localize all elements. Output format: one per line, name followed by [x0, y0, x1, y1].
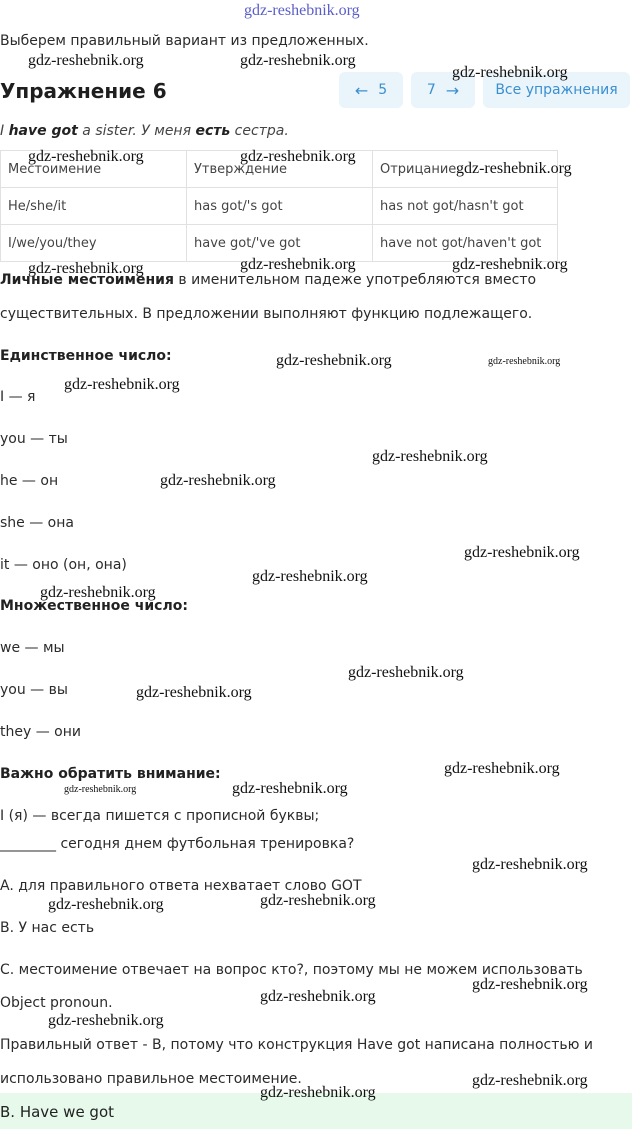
watermark: gdz-reshebnik.org — [40, 584, 156, 601]
watermark: gdz-reshebnik.org — [28, 260, 144, 277]
table-cell: have got/'ve got — [187, 225, 373, 262]
note-text: I (я) — всегда пишется с прописной буквы; — [0, 808, 320, 824]
watermark: gdz-reshebnik.org — [260, 988, 376, 1005]
option-c: C. местоимение отвечает на вопрос кто?, поэтому мы не можем использовать — [0, 962, 583, 978]
pronouns-bold: Личные местоимения — [0, 272, 174, 288]
watermark: gdz-reshebnik.org — [64, 376, 180, 393]
list-item: it — оно (он, она) — [0, 557, 127, 573]
table-cell: have not got/haven't got — [373, 225, 558, 262]
prev-exercise-label: 5 — [378, 82, 388, 98]
watermark: gdz-reshebnik.org — [472, 856, 588, 873]
watermark: gdz-reshebnik.org — [64, 784, 137, 795]
watermark: gdz-reshebnik.org — [260, 1084, 376, 1101]
plural-title: Множественное число: — [0, 598, 188, 614]
table-header-cell: Отрицание — [373, 151, 558, 188]
watermark: gdz-reshebnik.org — [372, 448, 488, 465]
watermark: gdz-reshebnik.org — [276, 352, 392, 369]
note-title: Важно обратить внимание: — [0, 766, 221, 782]
pronouns-paragraph-line2: существительных. В предложении выполняют функцию подлежащего. — [0, 306, 533, 322]
watermark: gdz-reshebnik.org — [136, 684, 252, 701]
watermark: gdz-reshebnik.org — [348, 664, 464, 681]
next-exercise-label: 7 — [426, 82, 436, 98]
watermark: gdz-reshebnik.org — [472, 976, 588, 993]
watermark: gdz-reshebnik.org — [28, 52, 144, 69]
answer-explanation: Правильный ответ - B, потому что конструкция Have got написана полностью и — [0, 1037, 593, 1053]
watermark: gdz-reshebnik.org — [240, 256, 356, 273]
list-item: he — он — [0, 473, 59, 489]
watermark: gdz-reshebnik.org — [48, 1012, 164, 1029]
watermark: gdz-reshebnik.org — [232, 780, 348, 797]
option-b: B. У нас есть — [0, 920, 95, 936]
list-item: I — я — [0, 389, 36, 405]
example-post: сестра. — [230, 123, 289, 139]
list-item: we — мы — [0, 640, 65, 656]
watermark: gdz-reshebnik.org — [252, 568, 368, 585]
answer-explanation-line2: использовано правильное местоимение. — [0, 1071, 302, 1087]
option-a: A. для правильного ответа нехватает слово GOT — [0, 878, 362, 894]
example-sentence — [0, 123, 289, 139]
table-cell: has not got/hasn't got — [373, 188, 558, 225]
arrow-left-icon: ← — [354, 80, 369, 100]
singular-title: Единственное число: — [0, 348, 172, 364]
arrow-right-icon: → — [445, 80, 460, 100]
final-answer: B. Have we got — [0, 1103, 115, 1121]
question-text: ________ сегодня днем футбольная тренировка? — [0, 836, 355, 852]
pronouns-text: в именительном падеже употребляются вместо — [173, 272, 537, 288]
watermark: gdz-reshebnik.org — [452, 64, 568, 81]
example-pre: I — [0, 123, 9, 139]
list-item: you — вы — [0, 682, 68, 698]
watermark: gdz-reshebnik.org — [464, 544, 580, 561]
watermark: gdz-reshebnik.org — [472, 1072, 588, 1089]
watermark: gdz-reshebnik.org — [240, 52, 356, 69]
table-cell: has got/'s got — [187, 188, 373, 225]
watermark: gdz-reshebnik.org — [240, 148, 356, 165]
prev-exercise-button[interactable] — [339, 72, 403, 108]
watermark: gdz-reshebnik.org — [444, 760, 560, 777]
table-cell: He/she/it — [1, 188, 187, 225]
intro-text: Выберем правильный вариант из предложенных. — [0, 33, 369, 49]
table-cell: I/we/you/they — [1, 225, 187, 262]
example-mid: a sister. У меня — [77, 123, 196, 139]
watermark: gdz-reshebnik.org — [48, 896, 164, 913]
example-bold-2: есть — [195, 123, 231, 139]
list-item: they — они — [0, 724, 81, 740]
watermark: gdz-reshebnik.org — [260, 892, 376, 909]
page-title: Упражнение 6 — [0, 79, 167, 103]
watermark: gdz-reshebnik.org — [28, 148, 144, 165]
list-item: she — она — [0, 515, 74, 531]
all-exercises-label: Все упражнения — [495, 82, 618, 98]
table-header-cell: Утверждение — [187, 151, 373, 188]
watermark: gdz-reshebnik.org — [488, 356, 561, 367]
table-header-cell: Местоимение — [1, 151, 187, 188]
option-c-line2: Object pronoun. — [0, 995, 113, 1011]
list-item: you — ты — [0, 431, 68, 447]
watermark: gdz-reshebnik.org — [452, 256, 568, 273]
table-row — [1, 188, 558, 225]
watermark: gdz-reshebnik.org — [244, 2, 360, 19]
example-bold-1: have got — [8, 123, 78, 139]
watermark: gdz-reshebnik.org — [160, 472, 276, 489]
watermark: gdz-reshebnik.org — [456, 160, 572, 177]
